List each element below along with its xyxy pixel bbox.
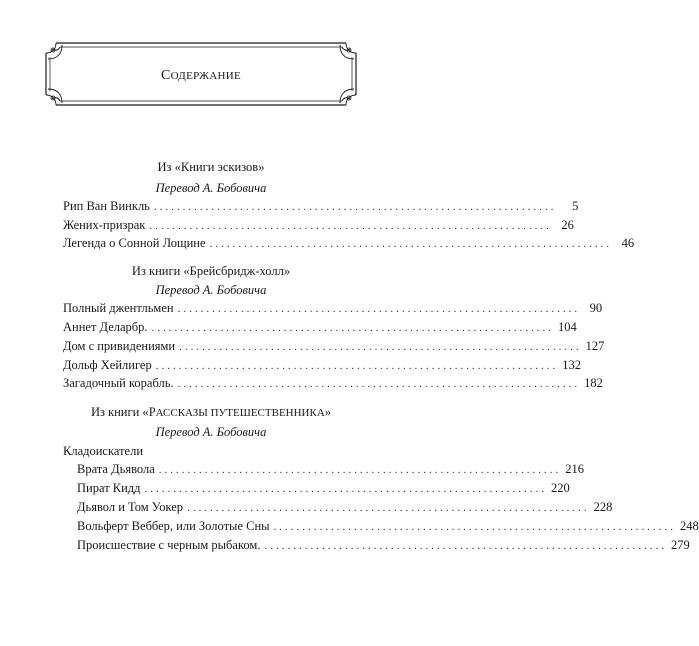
heading-suffix: » — [324, 405, 332, 419]
entry-title: Происшествие с черным рыбаком. — [77, 538, 261, 552]
entry-page: 182 — [584, 376, 603, 390]
dot-leader: ...................................................................... — [209, 238, 613, 250]
entry-page: 104 — [558, 320, 577, 334]
entry-page: 26 — [561, 218, 574, 232]
entry-page: 127 — [585, 339, 605, 353]
page-title — [44, 68, 358, 84]
dot-leader: ...................................................................... — [177, 303, 581, 315]
dot-leader: ...................................................................... — [179, 341, 582, 353]
toc-entry[interactable] — [63, 199, 579, 215]
toc-entry[interactable] — [77, 519, 699, 535]
entry-page: 248 — [680, 519, 699, 533]
entry-title: Рип Ван Винкль — [63, 199, 150, 213]
entry-title: Дьявол и Том Уокер — [77, 500, 184, 514]
entry-page: 90 — [589, 301, 603, 315]
entry-page: 279 — [670, 538, 690, 552]
toc-entry[interactable] — [63, 339, 605, 355]
entry-title: Врата Дьявола — [77, 462, 155, 476]
entry-title: Полный джентльмен — [63, 301, 174, 315]
entry-page: 228 — [593, 500, 613, 514]
entry-page: 216 — [565, 462, 585, 476]
toc-entry[interactable] — [63, 320, 577, 336]
entry-title: Легенда о Сонной Лощине — [63, 236, 206, 250]
translator-credit: Перевод А. Бобовича — [155, 181, 267, 195]
dot-leader: ...................................................................... — [177, 378, 581, 390]
dot-leader: ...................................................................... — [158, 464, 562, 476]
entry-title: Дом с привидениями — [63, 339, 176, 353]
entry-title: Загадочный корабль. — [63, 376, 174, 390]
section-heading: Из книги «Брейсбридж-холл» — [131, 264, 291, 278]
dot-leader: ...................................................................... — [273, 521, 677, 533]
translator-credit: Перевод А. Бобовича — [155, 283, 267, 297]
entry-page: 132 — [562, 358, 581, 372]
dot-leader: ...................................................................... — [144, 483, 548, 495]
dot-leader: ...................................................................... — [155, 360, 559, 372]
entry-title: Дольф Хейлигер — [63, 358, 152, 372]
heading-initial: Р — [148, 405, 156, 419]
section-heading — [63, 405, 359, 420]
entry-title: Вольферт Веббер, или Золотые Сны — [77, 519, 270, 533]
toc-entry[interactable] — [63, 218, 574, 234]
title-rest: ОДЕРЖАНИЕ — [170, 70, 242, 82]
title-initial: С — [160, 68, 171, 83]
title-frame — [44, 41, 358, 107]
translator-credit: Перевод А. Бобовича — [155, 425, 267, 439]
toc-entry[interactable] — [63, 236, 635, 252]
section-heading: Из «Книги эскизов» — [157, 160, 265, 174]
entry-page: 220 — [551, 481, 570, 495]
dot-leader: ...................................................................... — [264, 540, 667, 552]
dot-leader: ...................................................................... — [149, 220, 552, 232]
entry-page: 46 — [621, 236, 635, 250]
dot-leader: ...................................................................... — [153, 201, 557, 213]
group-title[interactable]: Кладоискатели — [63, 444, 144, 458]
entry-page: 5 — [572, 199, 579, 213]
entry-title: Жених-призрак — [63, 218, 146, 232]
entry-title: Пират Кидд — [77, 481, 141, 495]
toc-entry[interactable] — [63, 301, 603, 317]
toc-entry[interactable] — [77, 462, 585, 478]
dot-leader: ...................................................................... — [187, 502, 590, 514]
dot-leader: ...................................................................... — [151, 322, 555, 334]
heading-prefix: Из книги « — [90, 405, 149, 419]
toc-entry[interactable] — [77, 500, 613, 516]
toc-entry[interactable] — [77, 538, 690, 554]
toc-entry[interactable] — [77, 481, 570, 497]
entry-title: Аннет Деларбр. — [63, 320, 148, 334]
heading-smallcaps: АССКАЗЫ ПУТЕШЕСТВЕННИКА — [155, 407, 325, 419]
toc-entry[interactable] — [63, 376, 603, 392]
toc-entry[interactable] — [63, 358, 581, 374]
